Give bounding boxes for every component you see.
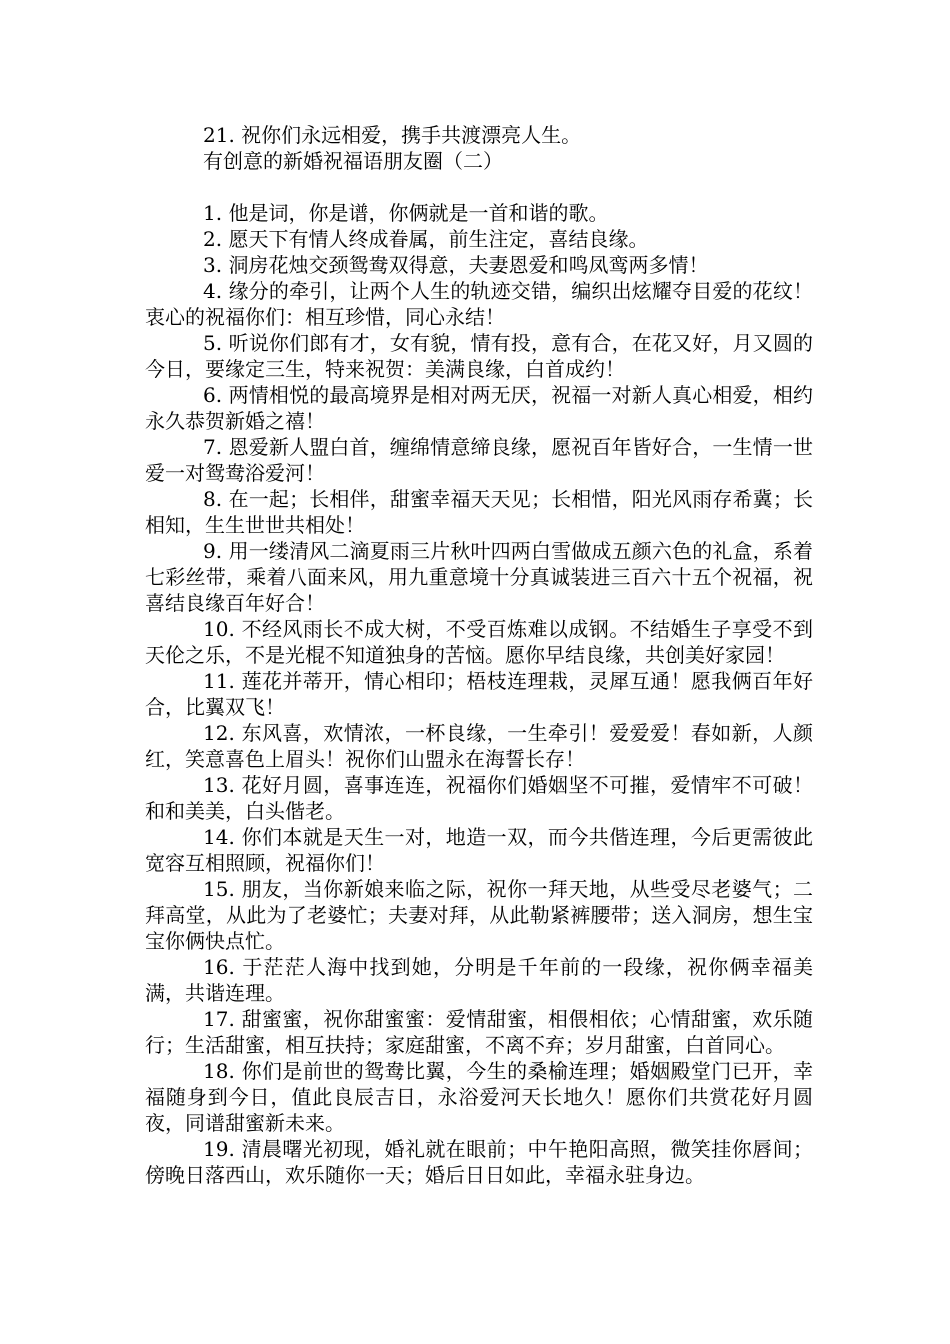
list-item: 10. 不经风雨长不成大树，不受百炼难以成钢。不结婚生子享受不到天伦之乐，不是光棍不知道独身的苦恼。愿你早结良缘，共创美好家园！ bbox=[145, 617, 813, 667]
list-item: 15. 朋友，当你新娘来临之际，祝你一拜天地，从些受尽老婆气；二拜高堂，从此为了老婆忙；夫妻对拜，从此勒紧裤腰带；送入洞房，想生宝宝你俩快点忙。 bbox=[145, 877, 813, 953]
intro-line: 21. 祝你们永远相爱，携手共渡漂亮人生。 bbox=[203, 123, 582, 147]
list-item: 12. 东风喜，欢情浓，一杯良缘，一生牵引！爱爱爱！春如新，人颜红，笑意喜色上眉头！祝你们山盟永在海誓长存！ bbox=[145, 721, 813, 771]
list-item: 18. 你们是前世的鸳鸯比翼，今生的桑榆连理；婚姻殿堂门已开，幸福随身到今日，值此良辰吉日，永浴爱河天长地久！愿你们共赏花好月圆夜，同谱甜蜜新未来。 bbox=[145, 1059, 813, 1135]
list-item: 17. 甜蜜蜜，祝你甜蜜蜜：爱情甜蜜，相偎相依；心情甜蜜，欢乐随行；生活甜蜜，相互扶持；家庭甜蜜，不离不弃；岁月甜蜜，白首同心。 bbox=[145, 1007, 813, 1057]
blank-line bbox=[145, 174, 813, 200]
list-item: 1. 他是词，你是谱，你俩就是一首和谐的歌。 bbox=[203, 201, 609, 225]
list-item: 6. 两情相悦的最高境界是相对两无厌，祝福一对新人真心相爱，相约永久恭贺新婚之禧！ bbox=[145, 383, 813, 433]
document-body bbox=[145, 122, 813, 1188]
list-item: 2. 愿天下有情人终成眷属，前生注定，喜结良缘。 bbox=[203, 227, 649, 251]
list-item: 13. 花好月圆，喜事连连，祝福你们婚姻坚不可摧，爱情牢不可破！和和美美，白头偕老。 bbox=[145, 773, 813, 823]
list-item: 5. 听说你们郎有才，女有貌，情有投，意有合，在花又好，月又圆的今日，要缘定三生，特来祝贺：美满良缘，白首成约！ bbox=[145, 331, 813, 381]
list-item: 8. 在一起；长相伴，甜蜜幸福天天见；长相惜，阳光风雨存希冀；长相知，生生世世共相处！ bbox=[145, 487, 813, 537]
list-item: 3. 洞房花烛交颈鸳鸯双得意，夫妻恩爱和鸣凤鸾两多情！ bbox=[203, 253, 709, 277]
section-title: 有创意的新婚祝福语朋友圈（二） bbox=[203, 149, 503, 173]
list-item: 4. 缘分的牵引，让两个人生的轨迹交错，编织出炫耀夺目爱的花纹！衷心的祝福你们：相互珍惜，同心永结！ bbox=[145, 279, 813, 329]
list-item: 16. 于茫茫人海中找到她，分明是千年前的一段缘，祝你俩幸福美满，共谐连理。 bbox=[145, 955, 813, 1005]
list-item: 9. 用一缕清风二滴夏雨三片秋叶四两白雪做成五颜六色的礼盒，系着七彩丝带，乘着八面来风，用九重意境十分真诚装进三百六十五个祝福，祝喜结良缘百年好合！ bbox=[145, 539, 813, 615]
list-item: 7. 恩爱新人盟白首，缠绵情意缔良缘，愿祝百年皆好合，一生情一世爱一对鸳鸯浴爱河！ bbox=[145, 435, 813, 485]
list-item: 11. 莲花并蒂开，情心相印；梧枝连理栽，灵犀互通！愿我俩百年好合，比翼双飞！ bbox=[145, 669, 813, 719]
list-item: 19. 清晨曙光初现，婚礼就在眼前；中午艳阳高照，微笑挂你唇间；傍晚日落西山，欢乐随你一天；婚后日日如此，幸福永驻身边。 bbox=[145, 1137, 813, 1187]
list-item: 14. 你们本就是天生一对，地造一双，而今共偕连理，今后更需彼此宽容互相照顾，祝福你们！ bbox=[145, 825, 813, 875]
